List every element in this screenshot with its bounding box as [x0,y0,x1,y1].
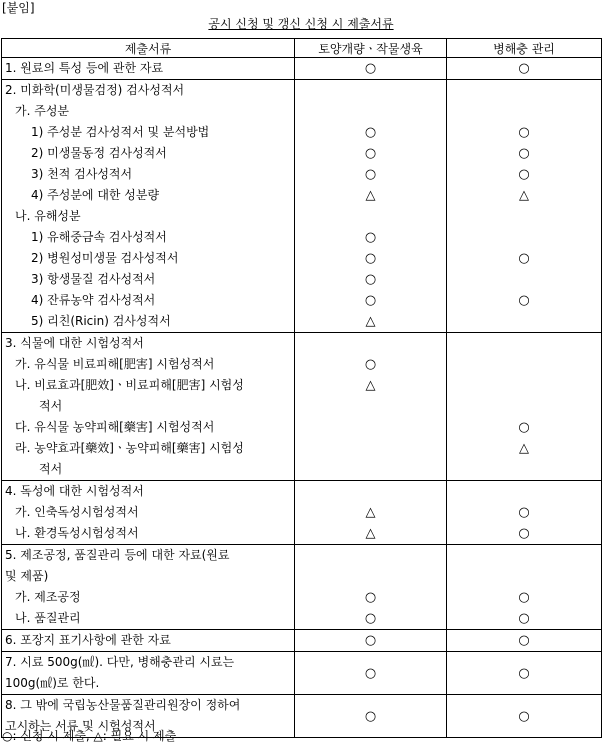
pest-control-mark-cell [447,630,602,652]
pest-control-mark-cell [447,333,602,481]
header-pest-control: 병해충 관리 [447,39,602,58]
document-line: 나. 비료효과[肥效]ㆍ비료피해[肥害] 시험성 [15,378,244,392]
requirement-mark: ○ [518,665,530,681]
requirement-mark: ○ [518,590,530,605]
requirement-mark: ○ [518,167,530,182]
requirement-mark: △ [519,188,529,203]
header-soil-crop: 토양개량ㆍ작물생육 [295,39,447,58]
pest-control-mark-cell [447,80,602,333]
soil-crop-mark-cell [295,58,447,80]
requirement-mark [298,566,443,587]
document-line: 6. 포장지 표기사항에 관한 자료 [5,633,171,647]
table-row [2,630,602,652]
table-row [2,80,602,333]
document-line: 1. 원료의 특성 등에 관한 자료 [5,61,164,75]
requirement-mark: ○ [518,61,530,76]
requirement-mark [298,438,443,459]
document-line: 나. 환경독성시험성적서 [15,526,139,540]
document-cell [2,481,295,545]
requirement-mark: △ [365,378,376,393]
table-row [2,481,602,545]
pest-control-mark-cell [447,481,602,545]
requirement-mark [450,80,598,101]
requirement-mark: ○ [364,251,377,266]
requirement-mark: ○ [518,420,530,435]
document-line: 가. 유식물 비료피해[肥害] 시험성적서 [15,357,215,371]
requirement-mark [450,481,598,502]
requirement-mark: △ [519,441,529,456]
requirement-mark [298,396,443,417]
requirement-mark [298,333,443,354]
requirement-mark [450,269,598,290]
document-line: 다. 유식물 농약피해[藥害] 시험성적서 [15,420,215,434]
requirement-mark [450,396,598,417]
document-line: 2) 병원성미생물 검사성적서 [31,251,179,265]
pest-control-mark-cell [447,652,602,695]
document-line: 8. 그 밖에 국립농산물품질관리원장이 정하여 [5,698,241,712]
submission-documents-table [1,38,602,738]
table-row [2,58,602,80]
document-line: 가. 인축독성시험성적서 [15,505,139,519]
document-line: 고시하는 서류 및 시험성적서 [5,719,156,733]
requirement-mark: ○ [518,505,530,520]
requirement-mark [450,311,598,332]
requirement-mark [450,206,598,227]
document-line: 3. 식물에 대한 시험성적서 [5,336,144,350]
requirement-mark [450,101,598,122]
requirement-mark [298,459,443,480]
soil-crop-mark-cell [295,545,447,630]
document-cell [2,333,295,481]
document-cell [2,652,295,695]
requirement-mark [298,545,443,566]
requirement-mark: △ [365,188,376,203]
requirement-mark: ○ [364,293,377,308]
requirement-mark: ○ [364,272,377,287]
requirement-mark [450,333,598,354]
requirement-mark: ○ [364,167,377,182]
document-line: 가. 주성분 [15,104,69,118]
requirement-mark: ○ [364,230,377,245]
requirement-mark [298,80,443,101]
requirement-mark: ○ [518,146,530,161]
requirement-mark [450,354,598,375]
requirement-mark: △ [365,314,376,329]
requirement-mark: ○ [518,633,530,648]
document-line: 및 제품) [5,569,49,583]
requirement-mark: ○ [364,708,377,724]
document-line: 가. 제조공정 [15,590,81,604]
document-line: 나. 품질관리 [15,611,81,625]
document-line: 2. 미화학(미생물검정) 검사성적서 [5,83,185,97]
document-line: 3) 항생물질 검사성적서 [31,272,156,286]
requirement-mark [298,417,443,438]
requirement-mark: △ [365,505,376,520]
table-row [2,652,602,695]
requirement-mark: ○ [364,125,377,140]
requirement-mark: ○ [518,526,530,541]
document-line: 라. 농약효과[藥效]ㆍ농약피해[藥害] 시험성 [15,441,244,455]
requirement-mark: ○ [518,293,530,308]
document-cell [2,545,295,630]
requirement-mark: ○ [364,665,377,681]
requirement-mark: ○ [364,633,377,648]
requirement-mark: ○ [518,611,530,626]
table-header-row [2,39,602,58]
requirement-mark: ○ [518,708,530,724]
pest-control-mark-cell [447,58,602,80]
document-line: 7. 시료 500g(㎖). 다만, 병해충관리 시료는 [5,655,235,669]
table-row [2,333,602,481]
pest-control-mark-cell [447,695,602,738]
requirement-mark: ○ [364,357,377,372]
document-line: 5) 리친(Ricin) 검사성적서 [31,314,171,328]
requirement-mark: ○ [518,251,530,266]
document-line: 5. 제조공정, 품질관리 등에 대한 자료(원료 [5,548,230,562]
document-cell [2,630,295,652]
attachment-label: [붙임] [2,1,35,15]
table-row [2,545,602,630]
requirement-mark [450,459,598,480]
requirement-mark [450,375,598,396]
soil-crop-mark-cell [295,80,447,333]
soil-crop-mark-cell [295,481,447,545]
requirement-mark [450,545,598,566]
requirement-mark: ○ [364,61,377,76]
requirement-mark: ○ [364,611,377,626]
requirement-mark: △ [365,526,376,541]
document-line: 4) 주성분에 대한 성분량 [31,188,160,202]
requirement-mark: ○ [518,125,530,140]
document-line: 4. 독성에 대한 시험성적서 [5,484,144,498]
soil-crop-mark-cell [295,333,447,481]
requirement-mark [450,566,598,587]
document-line: 100g(㎖)로 한다. [5,676,100,690]
requirement-mark [298,206,443,227]
soil-crop-mark-cell [295,695,447,738]
document-line: 4) 잔류농약 검사성적서 [31,293,156,307]
header-documents: 제출서류 [2,39,295,58]
requirement-mark [450,227,598,248]
document-line: 1) 주성분 검사성적서 및 분석방법 [31,125,210,139]
footnote-legend: ○: 신청 시 제출, △: 필요 시 제출 [2,729,177,743]
requirement-mark: ○ [364,146,377,161]
document-title: 공시 신청 및 갱신 신청 시 제출서류 [208,17,394,31]
document-line: 적서 [39,399,63,413]
pest-control-mark-cell [447,545,602,630]
document-cell [2,58,295,80]
requirement-mark [298,101,443,122]
document-cell [2,80,295,333]
soil-crop-mark-cell [295,652,447,695]
document-line: 적서 [39,462,63,476]
document-line: 1) 유해중금속 검사성적서 [31,230,167,244]
document-line: 2) 미생물동정 검사성적서 [31,146,167,160]
requirement-mark: ○ [364,590,377,605]
soil-crop-mark-cell [295,630,447,652]
document-line: 나. 유해성분 [15,209,81,223]
document-line: 3) 천적 검사성적서 [31,167,133,181]
requirement-mark [298,481,443,502]
